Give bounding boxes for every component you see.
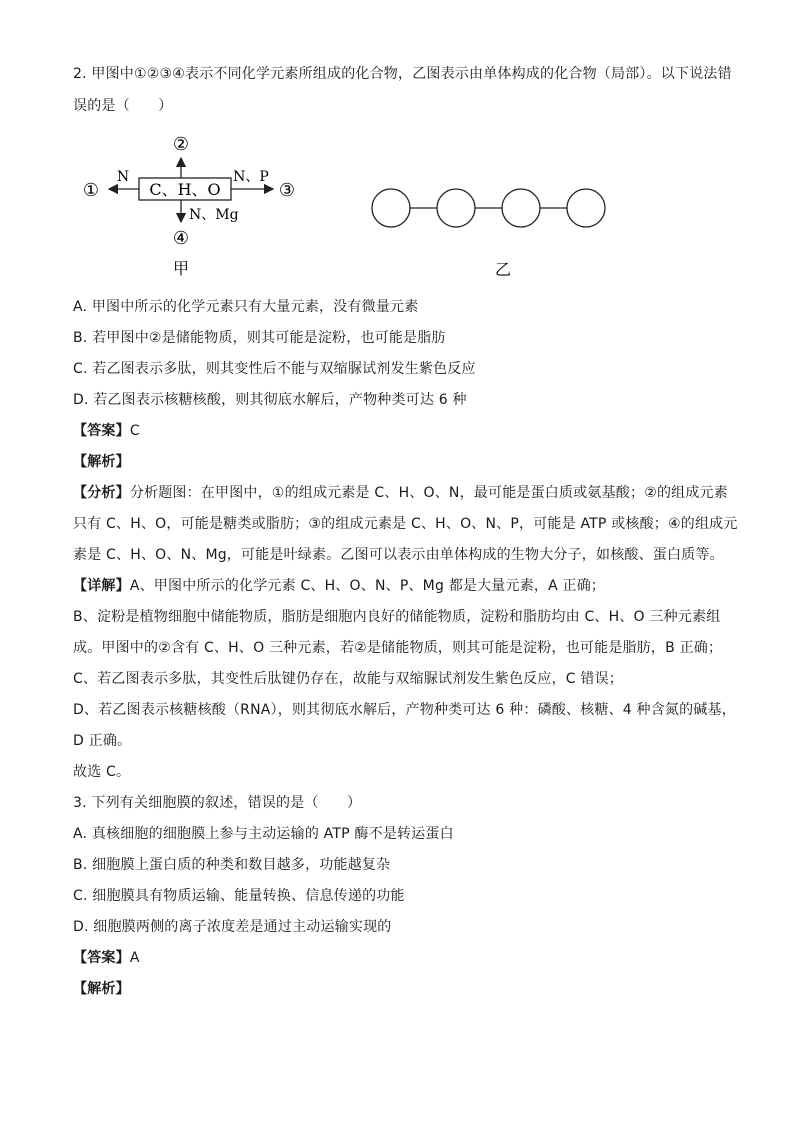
label-4: ④: [172, 228, 190, 249]
q2-option-b: B. 若甲图中②是储能物质，则其可能是淀粉，也可能是脂肪: [73, 330, 446, 346]
figure-yi: [365, 178, 615, 278]
caption-jia: 甲: [172, 259, 190, 278]
monomer-3: [502, 189, 540, 227]
label-2: ②: [172, 134, 190, 155]
analysis-tag: 【解析】: [73, 454, 130, 470]
q2-fenxi-line-2: 只有 C、H、O，可能是糖类或脂肪；③的组成元素是 C、H、O、N、P，可能是 ATP 或核酸；④的组成元: [73, 516, 738, 532]
element-bottom: N、Mg: [189, 207, 239, 223]
q3-option-d: D. 细胞膜两侧的离子浓度差是通过主动运输实现的: [73, 919, 392, 935]
q2-detail-line-3: 成。甲图中的②含有 C、H、O 三种元素，若②是储能物质，则其可能是淀粉，也可能是脂肪，B 正确；: [73, 640, 723, 656]
element-left: N: [116, 169, 130, 185]
q2-detail-line-2: B、淀粉是植物细胞中储能物质，脂肪是细胞内良好的储能物质，淀粉和脂肪均由 C、H、O 三种元素组: [73, 609, 721, 625]
q3-analysis-tag-text: 【解析】: [73, 981, 130, 997]
q2-detail-line-4: C、若乙图表示多肽，其变性后肽键仍存在，故能与双缩脲试剂发生紫色反应，C 错误；: [73, 671, 623, 687]
element-right: N、P: [233, 169, 269, 185]
q2-option-d: D. 若乙图表示核糖核酸，则其彻底水解后，产物种类可达 6 种: [73, 392, 467, 408]
monomer-2: [437, 189, 475, 227]
monomer-4: [567, 189, 605, 227]
label-3: ③: [278, 180, 296, 201]
q2-detail-line-5: D、若乙图表示核糖核酸（RNA），则其彻底水解后，产物种类可达 6 种：磷酸、核糖、4 种含氮的碱基，: [73, 702, 736, 718]
q2-fenxi-line-3: 素是 C、H、O、N、Mg，可能是叶绿素。乙图可以表示由单体构成的生物大分子，如核酸、蛋白质等。: [73, 547, 724, 563]
xiangjie-text-1: A、甲图中所示的化学元素 C、H、O、N、P、Mg 都是大量元素，A 正确；: [129, 578, 606, 594]
q3-option-b: B. 细胞膜上蛋白质的种类和数目越多，功能越复杂: [73, 857, 391, 873]
q2-option-a: A. 甲图中所示的化学元素只有大量元素，没有微量元素: [73, 299, 419, 315]
q2-option-c: C. 若乙图表示多肽，则其变性后不能与双缩脲试剂发生紫色反应: [73, 361, 476, 377]
label-1: ①: [82, 180, 100, 201]
fenxi-text-1: 分析题图：在甲图中，①的组成元素是 C、H、O、N，最可能是蛋白质或氨基酸；②的组成元素: [129, 485, 728, 501]
figure-jia: [75, 128, 315, 278]
q2-detail-line-6: D 正确。: [73, 733, 132, 749]
answer-value: C: [129, 423, 140, 439]
q3-stem: 3. 下列有关细胞膜的叙述，错误的是（ ）: [73, 795, 362, 811]
caption-yi: 乙: [494, 260, 512, 278]
q2-stem-line-2: 误的是（ ）: [73, 98, 173, 114]
q3-option-c: C. 细胞膜具有物质运输、能量转换、信息传递的功能: [73, 888, 405, 904]
monomer-1: [372, 189, 410, 227]
q3-analysis-tag: [73, 979, 130, 999]
xiangjie-tag: 【详解】: [73, 578, 130, 594]
q3-answer-tag: 【答案】: [73, 950, 130, 966]
q2-stem-line-1: 2. 甲图中①②③④表示不同化学元素所组成的化合物，乙图表示由单体构成的化合物（局部）。以下说法错: [73, 66, 732, 82]
q3-answer-value: A: [129, 950, 140, 966]
q2-fenxi-line-1: [73, 483, 728, 503]
q2-detail-line-1: [73, 576, 605, 596]
center-elements: C、H、O: [149, 180, 221, 199]
q3-answer: [73, 948, 140, 968]
q2-analysis-tag: [73, 452, 130, 472]
fenxi-tag: 【分析】: [73, 485, 130, 501]
q2-conclusion: 故选 C。: [73, 764, 131, 780]
q3-option-a: A. 真核细胞的细胞膜上参与主动运输的 ATP 酶不是转运蛋白: [73, 826, 454, 842]
answer-tag: 【答案】: [73, 423, 130, 439]
q2-answer: [73, 421, 140, 441]
